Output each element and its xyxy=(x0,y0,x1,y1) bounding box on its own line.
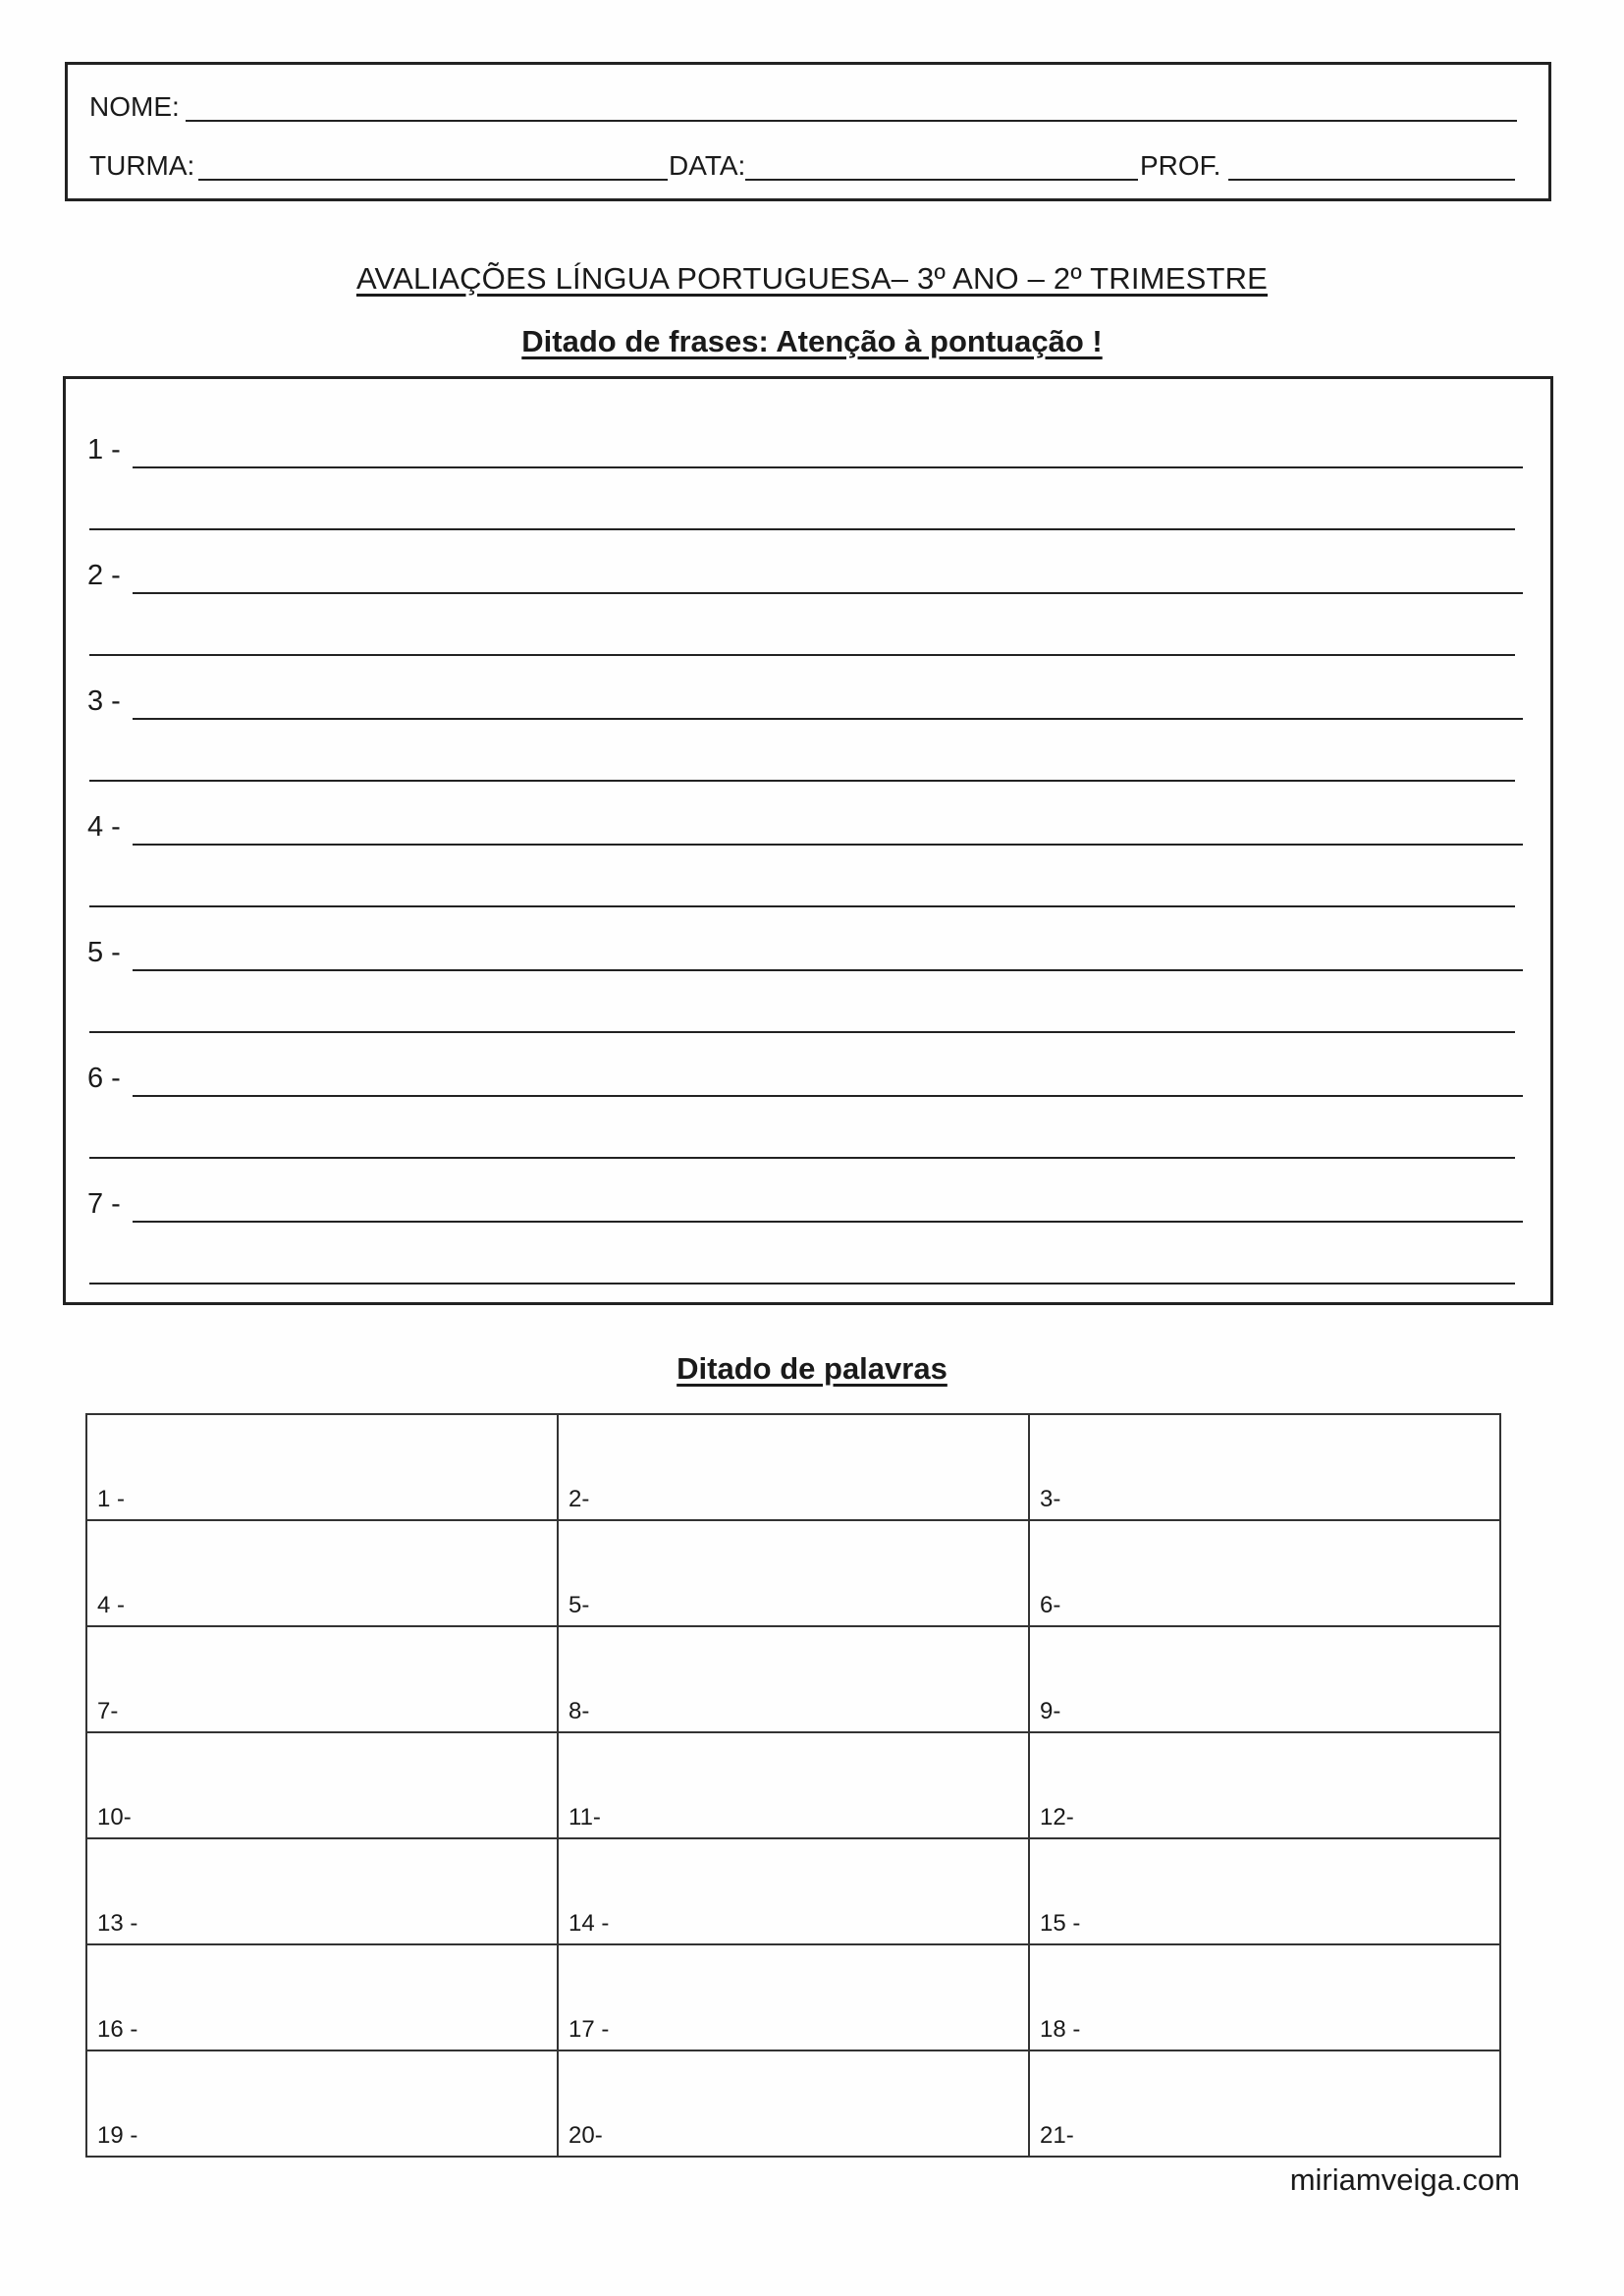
sentence-number: 1 - xyxy=(87,434,121,465)
sentence-line xyxy=(89,1283,1515,1285)
word-cell: 19 - xyxy=(86,2050,558,2157)
word-cell: 1 - xyxy=(86,1414,558,1520)
turma-blank xyxy=(198,179,668,181)
table-row xyxy=(86,2050,1500,2157)
word-cell: 16 - xyxy=(86,1944,558,2050)
sentences-box xyxy=(63,376,1553,1305)
footer-website: miriamveiga.com xyxy=(1289,2162,1520,2197)
sentence-line xyxy=(89,780,1515,782)
sentence-line xyxy=(133,844,1523,846)
prof-label: PROF. xyxy=(1140,150,1221,181)
word-cell: 12- xyxy=(1029,1732,1500,1838)
sentence-line xyxy=(133,466,1523,468)
words-heading: Ditado de palavras xyxy=(677,1351,947,1386)
data-blank xyxy=(745,179,1138,181)
words-table xyxy=(85,1413,1501,2158)
table-row xyxy=(86,1626,1500,1732)
sentences-heading: Ditado de frases: Atenção à pontuação ! xyxy=(521,324,1103,358)
sentence-line xyxy=(133,592,1523,594)
student-info-box xyxy=(65,62,1551,201)
word-cell: 5- xyxy=(558,1520,1029,1626)
prof-blank xyxy=(1228,179,1515,181)
nome-blank xyxy=(186,120,1517,122)
sentence-line xyxy=(133,1095,1523,1097)
data-label: DATA: xyxy=(669,150,746,181)
word-cell: 9- xyxy=(1029,1626,1500,1732)
table-row xyxy=(86,1838,1500,1944)
table-row xyxy=(86,1520,1500,1626)
sentence-number: 2 - xyxy=(87,560,121,591)
sentence-number: 7 - xyxy=(87,1188,121,1220)
word-cell: 21- xyxy=(1029,2050,1500,2157)
word-cell: 13 - xyxy=(86,1838,558,1944)
sentence-number: 3 - xyxy=(87,685,121,717)
sentence-line xyxy=(89,1157,1515,1159)
word-cell: 4 - xyxy=(86,1520,558,1626)
word-cell: 6- xyxy=(1029,1520,1500,1626)
turma-label: TURMA: xyxy=(89,150,195,181)
word-cell: 15 - xyxy=(1029,1838,1500,1944)
page-title: AVALIAÇÕES LÍNGUA PORTUGUESA– 3º ANO – 2º TRIMESTRE xyxy=(355,261,1269,296)
word-cell: 2- xyxy=(558,1414,1029,1520)
sentence-line xyxy=(89,528,1515,530)
word-cell: 3- xyxy=(1029,1414,1500,1520)
word-cell: 10- xyxy=(86,1732,558,1838)
table-row xyxy=(86,1414,1500,1520)
word-cell: 11- xyxy=(558,1732,1029,1838)
table-row xyxy=(86,1732,1500,1838)
sentence-number: 6 - xyxy=(87,1063,121,1094)
nome-label: NOME: xyxy=(89,91,180,122)
word-cell: 18 - xyxy=(1029,1944,1500,2050)
table-row xyxy=(86,1944,1500,2050)
sentence-line xyxy=(89,654,1515,656)
word-cell: 8- xyxy=(558,1626,1029,1732)
sentence-line xyxy=(133,718,1523,720)
word-cell: 20- xyxy=(558,2050,1029,2157)
sentence-line xyxy=(89,905,1515,907)
sentence-line xyxy=(133,969,1523,971)
sentence-line xyxy=(133,1221,1523,1223)
word-cell: 14 - xyxy=(558,1838,1029,1944)
word-cell: 17 - xyxy=(558,1944,1029,2050)
sentence-number: 5 - xyxy=(87,937,121,968)
sentence-number: 4 - xyxy=(87,811,121,843)
word-cell: 7- xyxy=(86,1626,558,1732)
sentence-line xyxy=(89,1031,1515,1033)
